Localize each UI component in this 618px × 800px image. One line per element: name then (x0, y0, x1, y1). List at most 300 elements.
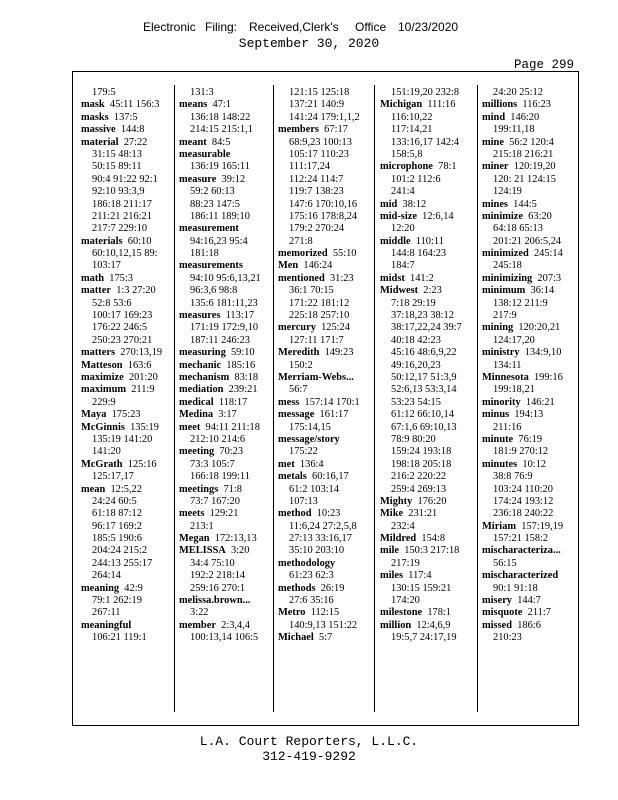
index-references: 31:15 48:13 (92, 148, 142, 160)
index-term: Megan (179, 533, 210, 545)
index-term: mines (482, 198, 508, 210)
index-term: mediation (179, 384, 224, 396)
index-references: 90:4 91:22 92:1 (92, 173, 158, 185)
index-references: 56:2 120:4 (503, 136, 554, 148)
index-entry-continuation (179, 186, 261, 198)
index-term: Men (278, 260, 299, 272)
index-term: mechanic (179, 359, 222, 371)
index-entry-continuation (380, 372, 462, 384)
index-references: 38:17,22,24 39:7 (391, 322, 462, 334)
index-references: 94:10 95:6,13,21 (190, 272, 261, 284)
index-references: 147:6 170:10,16 (289, 198, 358, 210)
index-entry-continuation (482, 484, 563, 496)
index-references: 27:13 33:16,17 (289, 533, 352, 545)
index-references: 47:1 (207, 99, 231, 111)
index-entry (278, 607, 360, 619)
index-entry (81, 422, 162, 434)
index-references: 211:21 216:21 (92, 210, 152, 222)
index-references: 245:18 (493, 260, 522, 272)
index-references: 137:21 140:9 (289, 99, 345, 111)
index-entry-continuation (81, 149, 162, 161)
index-references: 146:21 (520, 396, 555, 408)
index-column-4 (380, 87, 462, 645)
index-entry-continuation (482, 335, 563, 347)
index-entry-continuation (482, 533, 563, 545)
index-entry-continuation (482, 471, 563, 483)
index-entry (179, 508, 261, 520)
index-entry-continuation (380, 149, 462, 161)
index-references: 217:7 229:10 (92, 223, 148, 235)
index-references: 192:2 218:14 (190, 570, 246, 582)
index-references: 38:8 76:9 (493, 471, 533, 483)
index-references: 64:18 65:13 (493, 223, 543, 235)
index-references: 215:18 216:21 (493, 148, 554, 160)
index-term: millions (482, 99, 518, 111)
index-references: 239:21 (223, 384, 258, 396)
index-term: mind (482, 111, 506, 123)
index-entry (179, 409, 261, 421)
index-entry (179, 99, 261, 111)
index-references: 144:5 (507, 198, 537, 210)
index-entry-continuation (380, 595, 462, 607)
index-references: 174:20 (391, 595, 420, 607)
index-term: Mighty (380, 495, 413, 507)
index-references: 111:16 (422, 99, 456, 111)
index-entry-continuation (380, 434, 462, 446)
index-references: 67:17 (318, 124, 348, 136)
index-references: 133:16,17 142:4 (391, 136, 460, 148)
index-entry-continuation (380, 384, 462, 396)
index-entry-continuation (81, 632, 162, 644)
index-references: 199:16 (528, 371, 563, 383)
index-term: Miriam (482, 520, 517, 532)
index-term: message/story (278, 433, 340, 445)
index-entry-continuation (179, 248, 261, 260)
index-entry (179, 223, 261, 235)
index-references: 125:24 (315, 322, 350, 334)
index-references: 12:4,6,9 (411, 619, 451, 631)
index-references: 216:2 220:22 (391, 471, 447, 483)
index-references: 136:4 (294, 458, 324, 470)
index-references: 150:2 (289, 359, 313, 371)
index-references: 119:7 138:23 (289, 186, 344, 198)
index-term: Metro (278, 607, 306, 619)
index-term: mine (482, 136, 504, 148)
index-entry (482, 409, 563, 421)
index-entry-continuation (81, 434, 162, 446)
index-entry-continuation (482, 260, 563, 272)
index-references: 61:23 62:3 (289, 570, 334, 582)
index-term: meaning (81, 582, 120, 594)
index-entry-continuation (380, 397, 462, 409)
index-references: 225:18 257:10 (289, 310, 350, 322)
index-references: 175:3 (104, 272, 133, 284)
index-entry (179, 446, 261, 458)
index-entry-continuation (380, 409, 462, 421)
index-references: 213:1 (190, 520, 214, 532)
index-references: 68:9,23 100:13 (289, 136, 352, 148)
index-references: 171:19 172:9,10 (190, 322, 259, 334)
index-references: 144:7 (512, 595, 541, 607)
index-references: 178:1 (422, 607, 452, 619)
index-entry-continuation (482, 149, 563, 161)
index-entry-continuation (482, 632, 563, 644)
index-entry-continuation (179, 459, 261, 471)
index-references: 236:18 240:22 (493, 508, 554, 520)
index-references: 49:16,20,23 (391, 359, 441, 371)
index-references: 185:5 190:6 (92, 533, 142, 545)
reporter-name: L.A. Court Reporters, L.L.C. (199, 734, 419, 749)
index-entry-continuation (278, 137, 360, 149)
index-entry-continuation (179, 583, 261, 595)
index-term: met (278, 458, 295, 470)
index-entry-continuation (482, 558, 563, 570)
index-entry (278, 124, 360, 136)
index-references: 120: 21 124:15 (493, 173, 556, 185)
index-references: 90:1 91:18 (493, 582, 538, 594)
index-references: 214:15 215:1,1 (190, 124, 253, 136)
index-entry-continuation (278, 236, 360, 248)
column-divider (174, 85, 175, 712)
index-references: 94:11 211:18 (200, 421, 260, 433)
index-entry-continuation (278, 422, 360, 434)
index-entry-continuation (81, 161, 162, 173)
index-entry-continuation (81, 310, 162, 322)
index-entry (482, 99, 563, 111)
index-entry-continuation (81, 570, 162, 582)
filing-word-2: Filing: (205, 20, 238, 34)
index-references: 144:8 (115, 124, 145, 136)
index-entry-continuation (278, 384, 360, 396)
index-term: message (278, 409, 315, 421)
index-entry (81, 360, 162, 372)
index-references: 125:16 (122, 458, 157, 470)
index-entry (81, 347, 162, 359)
index-references: 50:15 89:11 (92, 161, 142, 173)
index-references: 130:15 159:21 (391, 582, 452, 594)
index-term: mid (380, 198, 398, 210)
index-term: Mildred (380, 533, 417, 545)
index-entry (380, 161, 462, 173)
index-references: 141:2 (404, 272, 434, 284)
index-references: 96:3,6 98:8 (190, 285, 238, 297)
index-entry-continuation (81, 508, 162, 520)
index-references: 45:11 156:3 (104, 99, 160, 111)
index-entry (482, 248, 563, 260)
index-entry-continuation (179, 298, 261, 310)
index-entry (81, 459, 162, 471)
index-references: 50:12,17 51:3,9 (391, 371, 457, 383)
index-entry-continuation (380, 298, 462, 310)
index-entry-continuation (179, 496, 261, 508)
index-references: 158:5,8 (391, 148, 423, 160)
index-entry (278, 260, 360, 272)
index-references: 52:6,13 53:3,14 (391, 384, 457, 396)
index-references: 52:8 53:6 (92, 297, 132, 309)
index-entry-continuation (380, 124, 462, 136)
index-references: 105:17 110:23 (289, 148, 349, 160)
index-entry (179, 310, 261, 322)
index-entry-continuation (380, 459, 462, 471)
index-entry (482, 570, 563, 582)
index-entry-continuation (81, 521, 162, 533)
index-references: 245:14 (528, 248, 563, 260)
index-term: meets (179, 508, 205, 520)
index-references: 175:14,15 (289, 421, 331, 433)
index-references: 217:19 (391, 557, 420, 569)
index-entry (179, 149, 261, 161)
index-references: 112:24 114:7 (289, 173, 344, 185)
index-references: 207:3 (532, 272, 562, 284)
index-entry-continuation (380, 112, 462, 124)
index-term: minus (482, 409, 510, 421)
index-references: 40:18 42:23 (391, 334, 441, 346)
index-entry-continuation (482, 508, 563, 520)
index-term: Meredith (278, 347, 320, 359)
index-entry-continuation (81, 199, 162, 211)
index-term: mischaracteriza... (482, 545, 561, 557)
index-entry-continuation (81, 260, 162, 272)
index-entry-continuation (278, 620, 360, 632)
index-references: 24:20 25:12 (493, 87, 543, 98)
index-entry (482, 545, 563, 557)
index-references: 19:5,7 24:17,19 (391, 632, 457, 644)
index-references: 186:18 211:17 (92, 198, 152, 210)
index-entry-continuation (482, 496, 563, 508)
index-entry-continuation (380, 484, 462, 496)
index-references: 172:13,13 (209, 533, 257, 545)
index-entry (81, 99, 162, 111)
index-references: 61:2 103:14 (289, 483, 339, 495)
index-frame (72, 71, 579, 726)
index-entry-continuation (179, 471, 261, 483)
index-references: 36:1 70:15 (289, 285, 334, 297)
index-entry-continuation (380, 583, 462, 595)
index-references: 201:21 206:5,24 (493, 235, 562, 247)
index-entry-continuation (482, 124, 563, 136)
index-entry (482, 211, 563, 223)
index-references: 199:11,18 (493, 124, 535, 136)
index-references: 271:8 (289, 235, 313, 247)
index-entry-continuation (278, 545, 360, 557)
index-references: 264:14 (92, 570, 121, 582)
index-term: method (278, 508, 312, 520)
index-entry (278, 459, 360, 471)
index-references: 111:17,24 (289, 161, 331, 173)
index-references: 241:4 (391, 186, 415, 198)
index-references: 184:7 (391, 260, 415, 272)
index-entry (179, 484, 261, 496)
index-references: 176:20 (412, 495, 447, 507)
index-entry (81, 137, 162, 149)
index-entry-continuation (482, 87, 563, 99)
index-entry-continuation (81, 397, 162, 409)
index-references: 70:23 (214, 446, 244, 458)
index-references: 55:10 (327, 248, 357, 260)
index-references: 31:23 (324, 272, 354, 284)
index-entry-continuation (179, 87, 261, 99)
index-references: 34:4 75:10 (190, 557, 235, 569)
index-references: 212:10 214:6 (190, 433, 246, 445)
index-entry (179, 397, 261, 409)
index-term: million (380, 619, 412, 631)
index-term: Mike (380, 508, 404, 520)
index-references: 112:15 (305, 607, 340, 619)
index-entry (278, 434, 360, 446)
index-entry (278, 372, 360, 384)
index-entry-continuation (81, 298, 162, 310)
index-entry (278, 347, 360, 359)
index-references: 45:16 48:6,9,22 (391, 347, 457, 359)
index-references: 211:7 (522, 607, 551, 619)
index-references: 10:23 (311, 508, 341, 520)
index-term: means (179, 99, 208, 111)
index-entry-continuation (278, 310, 360, 322)
index-references: 124:19 (493, 186, 522, 198)
index-entry-continuation (81, 496, 162, 508)
index-entry (380, 99, 462, 111)
index-entry (380, 607, 462, 619)
index-references: 67:1,6 69:10,13 (391, 421, 457, 433)
index-entry-continuation (380, 632, 462, 644)
index-entry-continuation (380, 174, 462, 186)
index-entry (482, 620, 563, 632)
index-references: 134:9,10 (519, 347, 562, 359)
index-entry (179, 260, 261, 272)
index-references: 96:17 169:2 (92, 520, 142, 532)
index-entry-continuation (278, 484, 360, 496)
index-entry-continuation (482, 223, 563, 235)
index-entry (482, 137, 563, 149)
index-entry (179, 360, 261, 372)
index-term: ministry (482, 347, 520, 359)
index-references: 60:10 (122, 235, 152, 247)
index-term: midst (380, 272, 405, 284)
index-entry-continuation (482, 384, 563, 396)
index-references: 131:3 (190, 87, 214, 98)
index-references: 56:15 (493, 557, 517, 569)
index-column-2 (179, 87, 261, 645)
index-references: 201:20 (123, 371, 158, 383)
index-entry (278, 248, 360, 260)
index-entry-continuation (482, 446, 563, 458)
index-entry-continuation (179, 632, 261, 644)
index-references: 121:15 125:18 (289, 87, 350, 98)
index-term: missed (482, 619, 513, 631)
index-references: 137:5 (108, 111, 138, 123)
index-entry (380, 545, 462, 557)
index-entry-continuation (278, 570, 360, 582)
index-references: 179:5 (92, 87, 116, 98)
index-term: methods (278, 582, 316, 594)
index-term: minimized (482, 248, 529, 260)
index-term: measurement (179, 223, 239, 235)
filing-word-4: Office (355, 20, 387, 34)
index-entry (482, 199, 563, 211)
index-entry-continuation (278, 223, 360, 235)
index-entry-continuation (380, 335, 462, 347)
index-entry (278, 409, 360, 421)
index-entry (81, 285, 162, 297)
index-entry (482, 322, 563, 334)
index-entry-continuation (278, 521, 360, 533)
index-references: 100:13,14 106:5 (190, 632, 259, 644)
index-entry-continuation (81, 186, 162, 198)
index-references: 175:16 178:8,24 (289, 210, 358, 222)
index-references: 2:3,4,4 (215, 619, 250, 631)
index-entry-continuation (81, 446, 162, 458)
index-entry (380, 236, 462, 248)
index-entry-continuation (380, 521, 462, 533)
index-references: 171:22 181:12 (289, 297, 350, 309)
index-references: 35:10 203:10 (289, 545, 345, 557)
column-divider (273, 85, 274, 712)
index-references: 116:10,22 (391, 111, 433, 123)
index-references: 146:20 (505, 111, 540, 123)
index-references: 134:11 (493, 359, 522, 371)
index-entry-continuation (179, 211, 261, 223)
index-entry-continuation (380, 558, 462, 570)
index-entry-continuation (278, 161, 360, 173)
index-references: 120:20,21 (513, 322, 561, 334)
index-references: 136:19 165:11 (190, 161, 250, 173)
index-references: 103:24 110:20 (493, 483, 553, 495)
index-entry (179, 620, 261, 632)
index-references: 204:24 215:2 (92, 545, 148, 557)
index-term: Maya (81, 409, 107, 421)
index-references: 135:19 141:20 (92, 433, 153, 445)
index-entry (482, 521, 563, 533)
index-entry-continuation (179, 124, 261, 136)
index-references: 10:12 (517, 458, 547, 470)
index-references: 59:2 60:13 (190, 186, 235, 198)
index-references: 59:10 (225, 347, 255, 359)
index-references: 2:23 (418, 285, 442, 297)
index-term: mile (380, 545, 400, 557)
index-entry (482, 285, 563, 297)
index-references: 250:23 270:21 (92, 334, 153, 346)
index-references: 113:17 (220, 310, 255, 322)
index-references: 71:8 (218, 483, 242, 495)
index-column-3 (278, 87, 360, 645)
index-term: measurable (179, 148, 231, 160)
index-entry-continuation (179, 434, 261, 446)
index-entry-continuation (81, 322, 162, 334)
index-term: Minnesota (482, 371, 529, 383)
index-references: 73:7 167:20 (190, 495, 240, 507)
index-entry-continuation (278, 446, 360, 458)
index-entry-continuation (179, 607, 261, 619)
index-entry-continuation (278, 149, 360, 161)
index-entry-continuation (179, 570, 261, 582)
index-entry-continuation (380, 186, 462, 198)
index-entry (81, 236, 162, 248)
index-entry (482, 161, 563, 173)
index-references: 84:5 (206, 136, 231, 148)
index-references: 76:19 (513, 433, 543, 445)
index-entry-continuation (278, 496, 360, 508)
index-term: mentioned (278, 272, 325, 284)
filing-word-3: Received,Clerk's (249, 20, 339, 34)
index-column-5 (482, 87, 563, 645)
index-entry (380, 620, 462, 632)
index-term: miner (482, 161, 509, 173)
index-references: 92:10 93:3,9 (92, 186, 145, 198)
index-term: mechanism (179, 371, 230, 383)
index-references: 117:4 (403, 570, 432, 582)
index-term: metals (278, 471, 307, 483)
index-references: 259:16 270:1 (190, 582, 246, 594)
